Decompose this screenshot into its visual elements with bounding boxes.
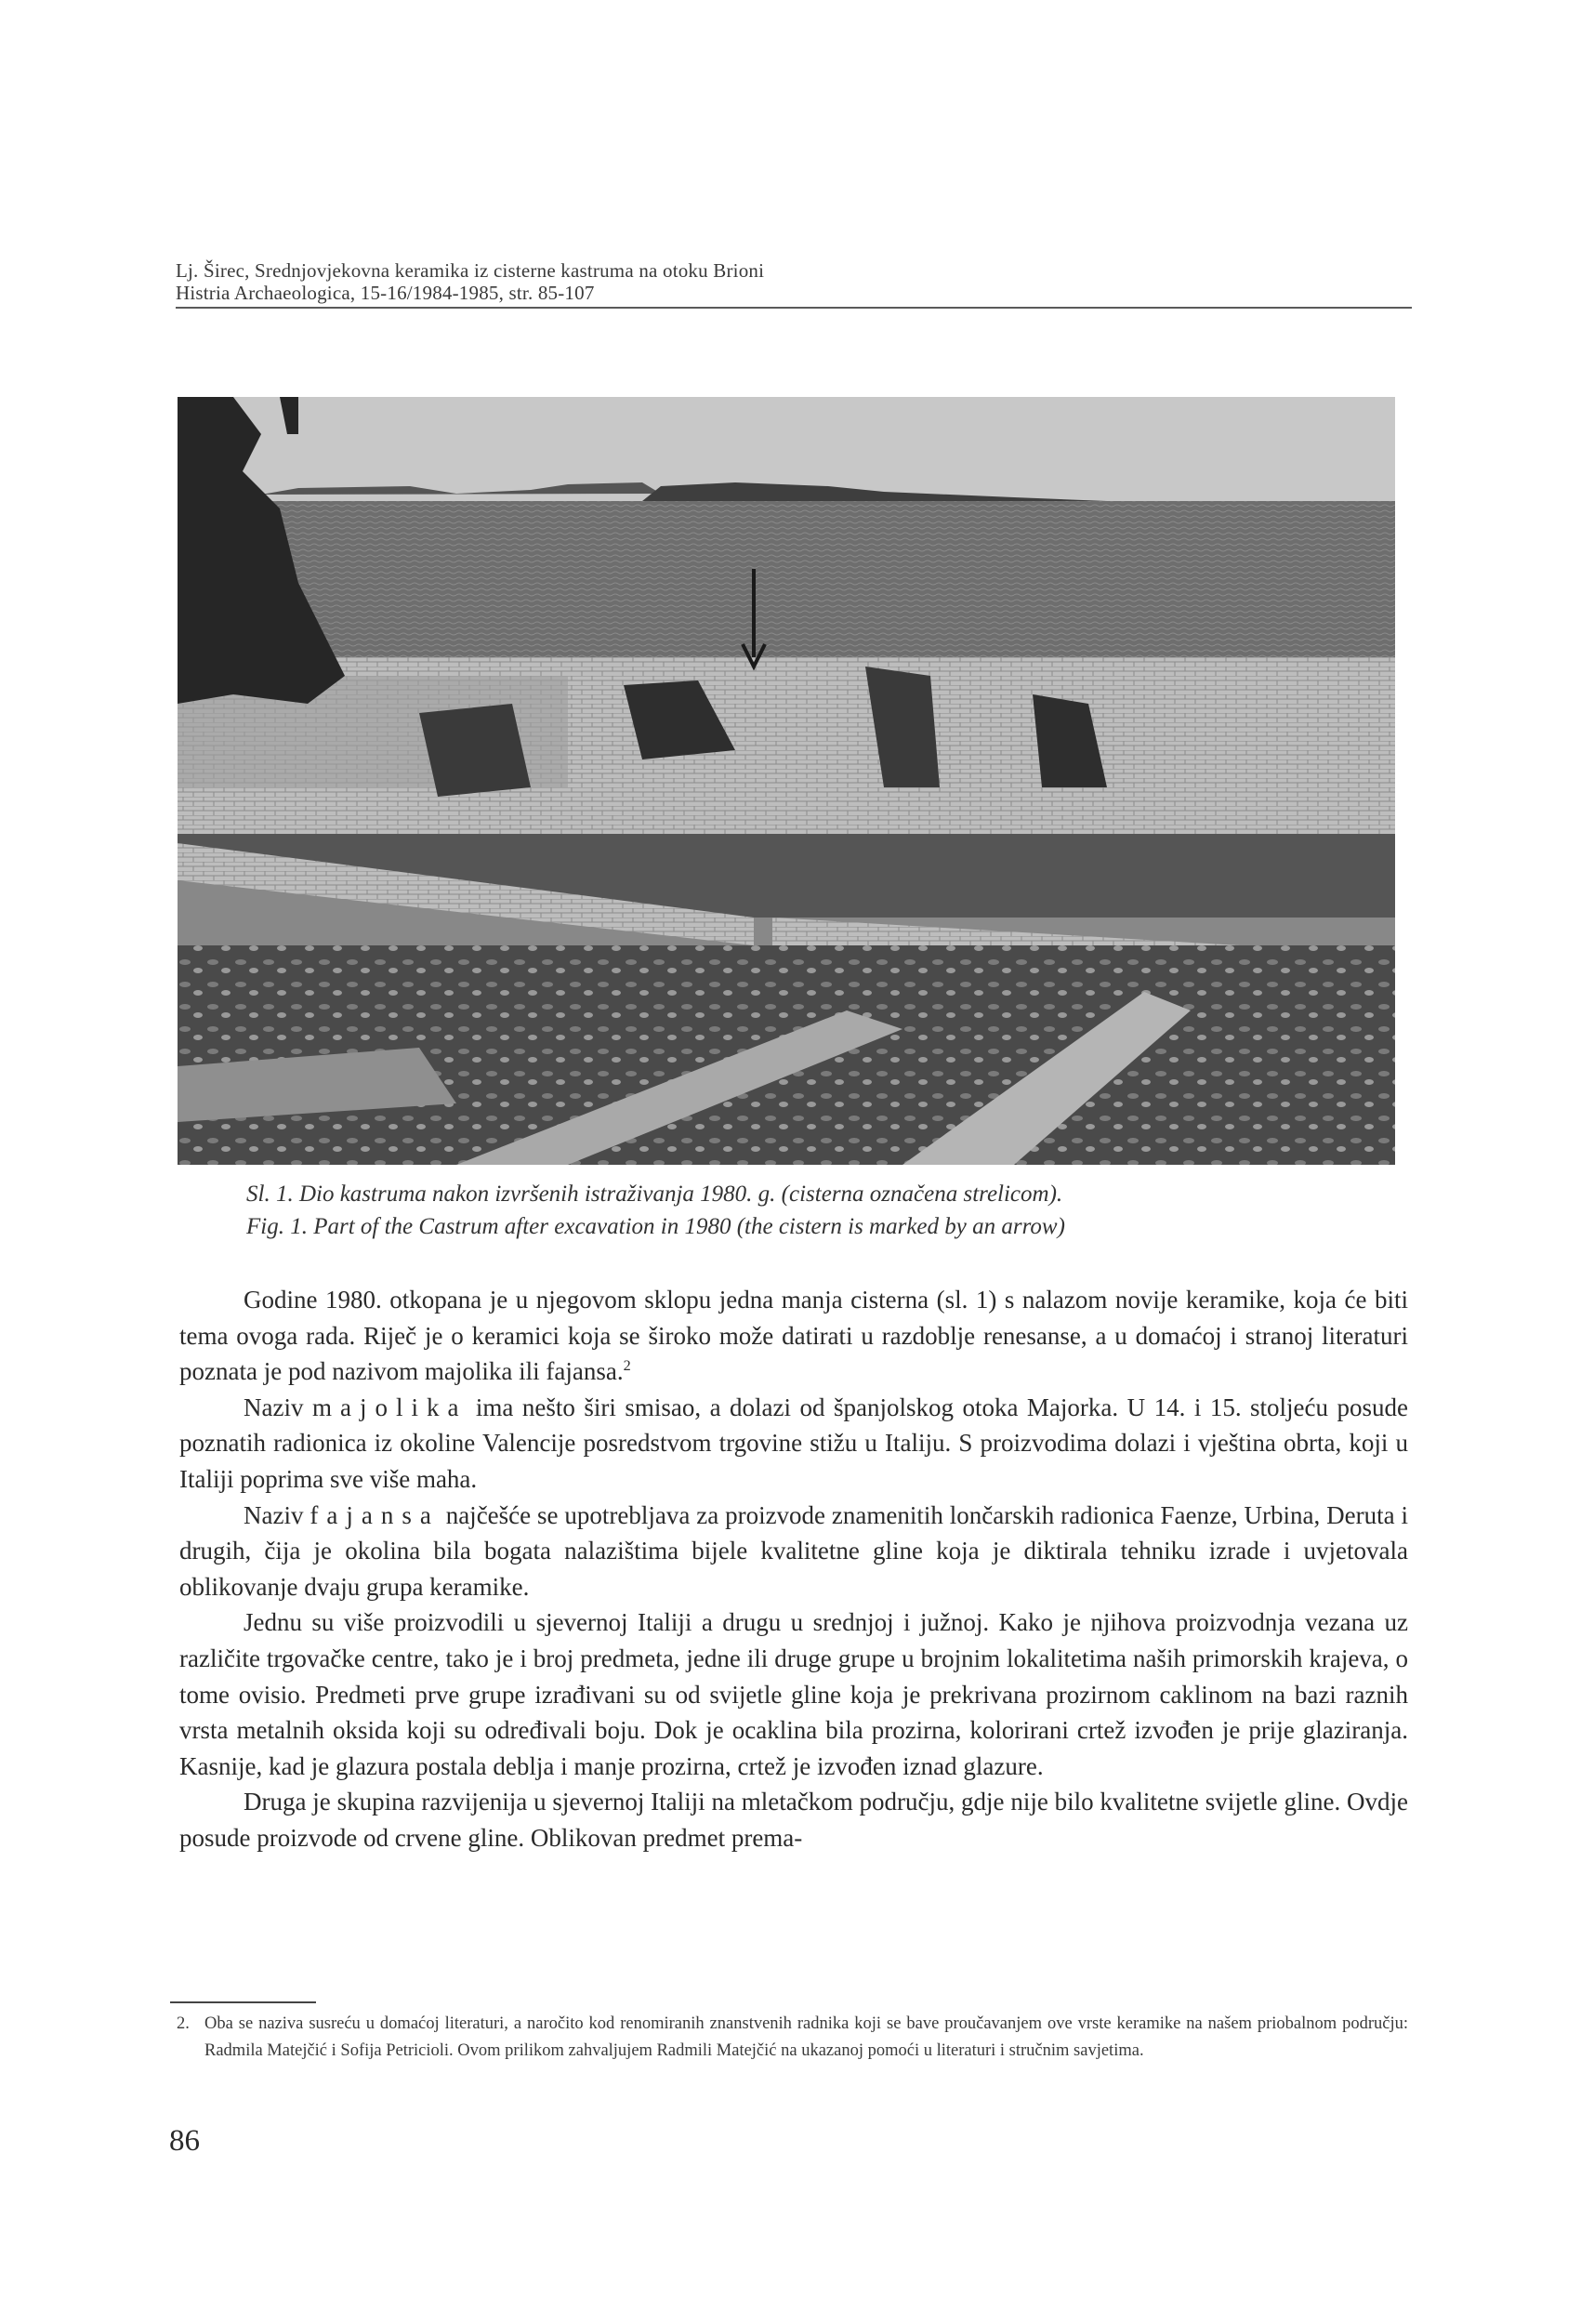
paragraph-2 [179, 1390, 1408, 1498]
paragraph-3 [179, 1498, 1408, 1605]
page-number: 86 [169, 2124, 200, 2158]
castrum-photo [178, 397, 1395, 1165]
paragraph-1-text: Godine 1980. otkopana je u njegovom sklopu jedna manja cisterna (sl. 1) s nalazom novije keramike, koja će biti tema ovoga rada. Riječ je o keramici koja se široko može datirati u razdoblje renesanse, a u domaćoj i stranoj literaturi poznata je pod nazivom majolika ili fajansa. [179, 1286, 1408, 1386]
paragraph-4: Jednu su više proizvodili u sjevernoj Italiji a drugu u srednjoj i južnoj. Kako je njihova proizvodnja vezana uz različite trgovačke centre, tako je i broj predmeta, jedne ili druge grupe u brojnim lokalitetima naših primorskih krajeva, o tome ovisio. Predmeti prve grupe izrađivani su od svijetle gline koja je prekrivana prozirnom caklinom na bazi raznih vrsta metalnih oksida koji su određivali boju. Dok je ocaklina bila prozirna, kolorirani crtež izvođen je prije glaziranja. Kasnije, kad je glazura postala deblja i manje prozirna, crtež je izvođen iznad glazure. [179, 1608, 1408, 1780]
paragraph-2-lead: Naziv [244, 1393, 304, 1421]
running-head-journal: Histria Archaeologica, 15-16/1984-1985, str. 85-107 [176, 282, 595, 304]
caption-english: Fig. 1. Part of the Castrum after excavation in 1980 (the cistern is marked by an arrow) [246, 1214, 1065, 1239]
paragraph-2-text: ima nešto širi smisao, a dolazi od španjolskog otoka Majorka. U 14. i 15. stoljeću posude poznatih radionica iz okoline Valencije posredstvom trgovine stižu u Italiju. S proizvodima dolazi i vještina obrta, koji u Italiji poprima sve više maha. [179, 1393, 1408, 1493]
paragraph-1 [179, 1282, 1408, 1390]
term-fajansa: fajansa [310, 1500, 440, 1529]
paragraph-3-lead: Naziv [244, 1500, 304, 1529]
figure-caption [246, 1178, 1408, 1243]
running-head [176, 259, 1412, 304]
term-majolika: majolika [311, 1393, 468, 1421]
paragraph-3-text: najčešće se upotrebljava za proizvode znamenitih lončarskih radionica Faenze, Urbina, Deruta i drugih, čija je okolina bila bogata nalazištima bijele kvalitetne gline koja je diktirala tehniku izrade i uvjetovala oblikovanje dvaju grupa keramike. [179, 1500, 1409, 1601]
footnote-text: Oba se naziva susreću u domaćoj literaturi, a naročito kod renomiranih znanstvenih radnika koji se bave proučavanjem ove vrste keramike na našem priobalnom području: Radmila Matejčić i Sofija Petricioli. Ovom prilikom zahvaljujem Radmili Matejčić na ukazanoj pomoći u literaturi i stručnim savjetima. [204, 2014, 1408, 2060]
footnote-number: 2. [177, 2014, 190, 2033]
footnote-ref[interactable]: 2 [623, 1357, 631, 1375]
header-rule [176, 307, 1412, 309]
footnote-2 [177, 2011, 1408, 2065]
caption-croatian: Sl. 1. Dio kastruma nakon izvršenih istraživanja 1980. g. (cisterna označena strelicom). [246, 1182, 1063, 1207]
footnote-rule [170, 2001, 316, 2003]
paragraph-5: Druga je skupina razvijenija u sjevernoj Italiji na mletačkom području, gdje nije bilo kvalitetne svijetle gline. Ovdje posude proizvode od crvene gline. Oblikovan predmet prema- [179, 1788, 1408, 1852]
body-text [179, 1282, 1408, 1856]
running-head-author-title: Lj. Širec, Srednjovjekovna keramika iz cisterne kastruma na otoku Brioni [176, 259, 765, 282]
figure-photo [178, 397, 1395, 1165]
